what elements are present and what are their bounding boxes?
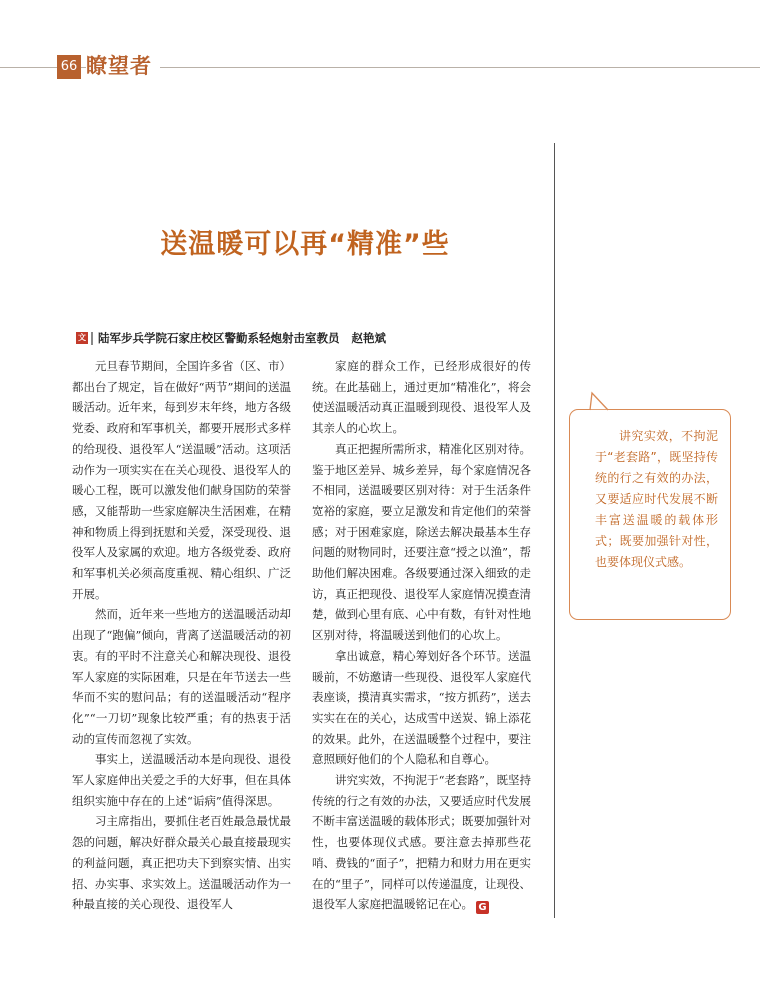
body-column-2: [312, 356, 531, 915]
end-mark-icon: G: [476, 901, 489, 914]
callout-tail: [586, 391, 616, 411]
paragraph: 家庭的群众工作，已经形成很好的传统。在此基础上，通过更加“精准化”，将会使送温暖活动真正温暖到现役、退役军人及其亲人的心坎上。: [312, 359, 531, 436]
pull-quote-callout: 讲究实效，不拘泥于“老套路”，既坚持传统的行之有效的办法，又要适应时代发展不断丰富送温暖的载体形式；既要加强针对性，也要体现仪式感。: [569, 409, 731, 620]
paragraph: 真正把握所需所求，精准化区别对待。鉴于地区差异、城乡差异，每个家庭情况各不相同，送温暖要区别对待：对于生活条件宽裕的家庭，要立足激发和肯定他们的荣誉感；对于困难家庭，除送去解决最基本生存问题的财物同时，还要注意“授之以渔”，帮助他们解决困难。各级要通过深入细致的走访，真正把现役、退役军人家庭情况摸查清楚，做到心里有底、心中有数，有针对性地区别对待，将温暖送到他们的心坎上。: [312, 441, 531, 643]
byline: [76, 330, 551, 346]
paragraph: 元旦春节期间，全国许多省（区、市）都出台了规定，旨在做好“两节”期间的送温暖活动。近年来，每到岁末年终，地方各级党委、政府和军事机关，都要开展形式多样的给现役、退役军人“送温暖”活动。这项活动作为一项实实在在关心现役、退役军人的暖心工程，既可以激发他们献身国防的荣誉感，又能帮助一些家庭解决生活困难，在精神和物质上得到抚慰和关爱，深受现役、退役军人及家属的欢迎。地方各级党委、政府和军事机关必须高度重视、精心组织、广泛开展。: [72, 359, 291, 601]
body-column-1: [72, 356, 291, 915]
column-divider: [554, 143, 555, 918]
magazine-name: 瞭望者: [86, 52, 160, 80]
article-title: 送温暖可以再“精准”些: [160, 229, 450, 260]
paragraph: 然而，近年来一些地方的送温暖活动却出现了“跑偏”倾向，背离了送温暖活动的初衷。有的平时不注意关心和解决现役、退役军人家庭的实际困难，只是在年节送去一些华而不实的慰问品；有的送温暖活动“程序化”“一刀切”现象比较严重；有的热衷于活动的宣传而忽视了实效。: [72, 607, 291, 746]
paragraph-text: 讲究实效，不拘泥于“老套路”，既坚持传统的行之有效的办法，又要适应时代发展不断丰富送温暖的载体形式；既要加强针对性，也要体现仪式感。要注意去掉那些花哨、费钱的“面子”，把精力和财力用在更实在的“里子”，同样可以传递温度，让现役、退役军人家庭把温暖铭记在心。: [312, 773, 531, 912]
author-affiliation: 陆军步兵学院石家庄校区警勤系轻炮射击室教员: [98, 331, 340, 345]
page-number-badge: 66: [57, 55, 81, 79]
paragraph: 习主席指出，要抓住老百姓最急最忧最怨的问题，解决好群众最关心最直接最现实的利益问题，真正把功夫下到察实情、出实招、办实事、求实效上。送温暖活动作为一种最直接的关心现役、退役军人: [72, 814, 291, 912]
author-name: 赵艳斌: [351, 331, 386, 345]
paragraph: 事实上，送温暖活动本是向现役、退役军人家庭伸出关爱之手的大好事，但在具体组织实施中存在的上述“诟病”值得深思。: [72, 752, 291, 808]
byline-tag: 文: [78, 333, 86, 342]
paragraph-last: [312, 770, 531, 915]
paragraph: 拿出诚意，精心筹划好各个环节。送温暖前，不妨邀请一些现役、退役军人家庭代表座谈，摸清真实需求，“按方抓药”，送去实实在在的关心，达成雪中送炭、锦上添花的效果。此外，在送温暖整个过程中，要注意照顾好他们的个人隐私和自尊心。: [312, 648, 531, 767]
byline-bar: [91, 332, 93, 345]
